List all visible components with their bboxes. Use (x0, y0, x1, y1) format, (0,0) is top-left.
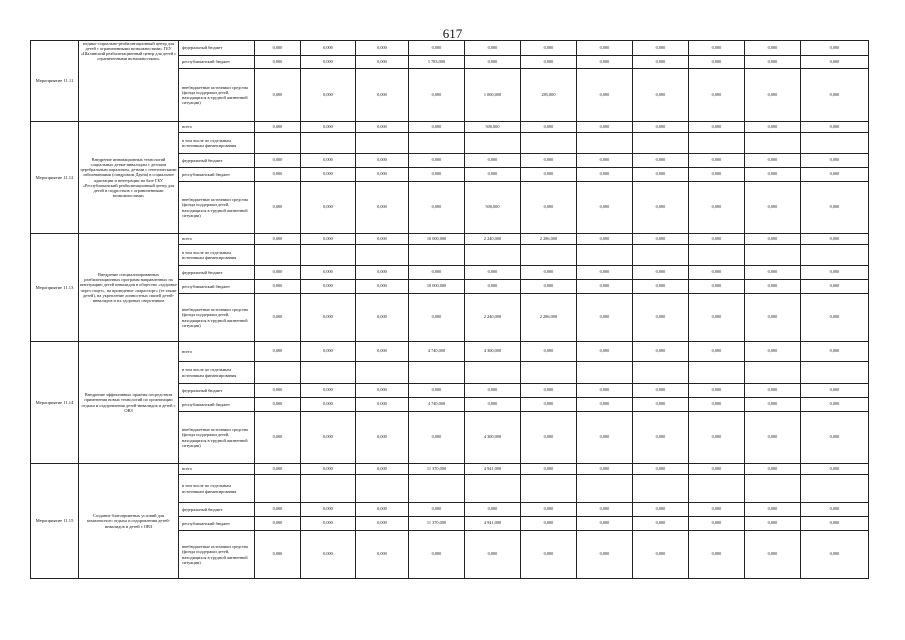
amount-cell (465, 133, 521, 154)
amount-cell: 0,000 (409, 531, 465, 579)
amount-cell: 0,000 (745, 168, 801, 182)
amount-cell: 0,000 (801, 384, 869, 398)
amount-cell: 0,000 (801, 56, 869, 69)
funding-source-label: внебюджетные источники средства (фонда поддержки детей, находящихся в трудной жизненной ситуации) (179, 531, 255, 579)
amount-cell: 0,000 (577, 266, 633, 280)
amount-cell: 0,000 (577, 412, 633, 464)
amount-cell: 0,000 (465, 280, 521, 294)
amount-cell: 0,000 (633, 464, 689, 475)
amount-cell: 0,000 (255, 294, 301, 342)
amount-cell: 0,000 (301, 398, 356, 412)
amount-cell: 0,000 (745, 342, 801, 362)
amount-cell (801, 362, 869, 384)
measure-description: Создание благоприятных условий для комплексного отдыха и оздоровления детей-инвалидов и детей с ОВЗ (79, 464, 179, 579)
amount-cell: 0,000 (801, 294, 869, 342)
amount-cell: 0,000 (255, 168, 301, 182)
amount-cell (409, 245, 465, 266)
amount-cell (745, 475, 801, 503)
amount-cell: 1 783,000 (409, 56, 465, 69)
table-row (31, 122, 869, 133)
amount-cell: 0,000 (689, 154, 745, 168)
funding-source-label: федеральный бюджет (179, 384, 255, 398)
amount-cell: 0,000 (577, 342, 633, 362)
amount-cell: 0,000 (633, 294, 689, 342)
amount-cell: 0,000 (633, 168, 689, 182)
amount-cell: 0,000 (745, 122, 801, 133)
funding-source-label: внебюджетные источники средства (фонда поддержки детей, находящихся в трудной жизненной ситуации) (179, 182, 255, 234)
amount-cell: 0,000 (301, 517, 356, 531)
amount-cell: 0,000 (801, 234, 869, 245)
amount-cell: 0,000 (465, 154, 521, 168)
amount-cell: 0,000 (689, 122, 745, 133)
amount-cell: 0,000 (577, 398, 633, 412)
amount-cell: 0,000 (689, 280, 745, 294)
amount-cell: 0,000 (255, 182, 301, 234)
amount-cell: 0,000 (689, 168, 745, 182)
amount-cell: 0,000 (633, 517, 689, 531)
amount-cell (689, 475, 745, 503)
amount-cell: 0,000 (356, 182, 409, 234)
funding-source-label: всего (179, 464, 255, 475)
funding-source-label: всего (179, 122, 255, 133)
funding-source-label: федеральный бюджет (179, 41, 255, 56)
amount-cell: 0,000 (689, 234, 745, 245)
amount-cell: 0,000 (356, 294, 409, 342)
amount-cell: 0,000 (689, 294, 745, 342)
amount-cell: 2 286,000 (521, 234, 577, 245)
amount-cell (521, 475, 577, 503)
amount-cell (577, 475, 633, 503)
amount-cell: 0,000 (577, 464, 633, 475)
funding-source-label: всего (179, 234, 255, 245)
amount-cell: 0,000 (356, 266, 409, 280)
amount-cell (689, 245, 745, 266)
amount-cell: 0,000 (301, 384, 356, 398)
amount-cell: 0,000 (409, 154, 465, 168)
amount-cell: 0,000 (521, 41, 577, 56)
amount-cell: 0,000 (356, 412, 409, 464)
amount-cell: 0,000 (465, 384, 521, 398)
amount-cell (465, 362, 521, 384)
amount-cell: 0,000 (465, 503, 521, 517)
amount-cell: 0,000 (521, 182, 577, 234)
amount-cell: 0,000 (689, 266, 745, 280)
amount-cell: 0,000 (577, 294, 633, 342)
amount-cell: 500,000 (465, 182, 521, 234)
amount-cell: 0,000 (301, 69, 356, 122)
amount-cell: 0,000 (633, 280, 689, 294)
funding-source-label: республиканский бюджет (179, 56, 255, 69)
amount-cell: 0,000 (356, 384, 409, 398)
amount-cell (577, 133, 633, 154)
funding-source-label: федеральный бюджет (179, 266, 255, 280)
amount-cell (521, 133, 577, 154)
amount-cell: 0,000 (356, 503, 409, 517)
amount-cell: 0,000 (255, 503, 301, 517)
amount-cell: 0,000 (255, 384, 301, 398)
amount-cell (801, 475, 869, 503)
amount-cell: 0,000 (301, 182, 356, 234)
amount-cell: 0,000 (356, 122, 409, 133)
amount-cell: 0,000 (465, 531, 521, 579)
amount-cell: 0,000 (745, 56, 801, 69)
amount-cell: 2 240,000 (465, 294, 521, 342)
amount-cell: 0,000 (521, 412, 577, 464)
amount-cell (255, 133, 301, 154)
amount-cell: 0,000 (301, 154, 356, 168)
amount-cell: 0,000 (689, 182, 745, 234)
amount-cell: 500,000 (465, 122, 521, 133)
amount-cell: 0,000 (356, 41, 409, 56)
funding-source-label: внебюджетные источники средства (фонда поддержки детей, находящихся в трудной жизненной ситуации) (179, 412, 255, 464)
amount-cell (255, 245, 301, 266)
amount-cell: 0,000 (801, 41, 869, 56)
amount-cell: 0,000 (745, 154, 801, 168)
amount-cell (633, 245, 689, 266)
table-row (31, 464, 869, 475)
amount-cell (356, 362, 409, 384)
amount-cell (301, 245, 356, 266)
amount-cell: 11 370,000 (409, 517, 465, 531)
amount-cell: 0,000 (577, 531, 633, 579)
amount-cell: 11 370,000 (409, 464, 465, 475)
amount-cell (409, 362, 465, 384)
amount-cell: 0,000 (577, 154, 633, 168)
amount-cell: 0,000 (633, 266, 689, 280)
amount-cell: 0,000 (689, 412, 745, 464)
amount-cell: 0,000 (409, 168, 465, 182)
amount-cell: 0,000 (409, 412, 465, 464)
amount-cell: 0,000 (255, 266, 301, 280)
amount-cell: 0,000 (801, 266, 869, 280)
amount-cell: 0,000 (301, 168, 356, 182)
amount-cell: 0,000 (801, 69, 869, 122)
amount-cell: 0,000 (577, 69, 633, 122)
amount-cell (301, 475, 356, 503)
amount-cell: 0,000 (356, 69, 409, 122)
amount-cell: 0,000 (356, 342, 409, 362)
funding-source-label: в том числе по отдельным источникам финансирования (179, 362, 255, 384)
amount-cell: 0,000 (521, 464, 577, 475)
funding-source-label: в том числе по отдельным источникам финансирования (179, 475, 255, 503)
amount-cell: 0,000 (801, 154, 869, 168)
amount-cell (409, 133, 465, 154)
amount-cell: 0,000 (301, 294, 356, 342)
amount-cell: 0,000 (689, 517, 745, 531)
amount-cell (689, 133, 745, 154)
amount-cell: 2 286,000 (521, 294, 577, 342)
amount-cell: 0,000 (521, 154, 577, 168)
amount-cell (356, 133, 409, 154)
amount-cell (356, 245, 409, 266)
amount-cell: 0,000 (409, 122, 465, 133)
amount-cell: 0,000 (521, 531, 577, 579)
measure-description: Внедрение специализированных реабилитационных программ направленных на интеграцию детей инвалидов в общество «здоровье через спорт», на проведение «параспорт» (те также детей), на укрепление личностных связей детей-инвалидов и их здоровых сверстников (79, 234, 179, 342)
amount-cell (745, 133, 801, 154)
amount-cell: 0,000 (745, 41, 801, 56)
funding-source-label: в том числе по отдельным источникам финансирования (179, 245, 255, 266)
funding-source-label: республиканский бюджет (179, 398, 255, 412)
amount-cell: 0,000 (689, 342, 745, 362)
amount-cell: 0,000 (745, 182, 801, 234)
amount-cell: 0,000 (633, 384, 689, 398)
amount-cell: 0,000 (465, 266, 521, 280)
table-row (31, 41, 869, 56)
measure-description: Внедрение инновационных технологий социальных детям-инвалидам с детским церебральным параличом, детьми с генетическими заболеваниями (синдромом Дауна) в социальное адаптации и интеграции на базе ГБУ «Республиканский реабилитационный центр для детей и подростков с ограниченными возможностями» (79, 122, 179, 234)
amount-cell: 0,000 (745, 69, 801, 122)
amount-cell: 0,000 (689, 69, 745, 122)
amount-cell: 2 240,000 (465, 234, 521, 245)
measure-cell: Мероприятие 11.15 (31, 464, 79, 579)
amount-cell: 0,000 (301, 503, 356, 517)
amount-cell: 0,000 (465, 56, 521, 69)
amount-cell: 0,000 (301, 342, 356, 362)
amount-cell: 0,000 (577, 41, 633, 56)
amount-cell: 0,000 (521, 168, 577, 182)
amount-cell: 0,000 (633, 531, 689, 579)
amount-cell: 0,000 (745, 503, 801, 517)
amount-cell: 0,000 (801, 280, 869, 294)
amount-cell: 0,000 (356, 517, 409, 531)
amount-cell: 0,000 (409, 503, 465, 517)
amount-cell (409, 475, 465, 503)
amount-cell: 0,000 (689, 384, 745, 398)
amount-cell: 0,000 (465, 398, 521, 412)
amount-cell: 0,000 (633, 412, 689, 464)
amount-cell: 0,000 (465, 41, 521, 56)
amount-cell: 4 941,000 (465, 517, 521, 531)
amount-cell: 0,000 (409, 266, 465, 280)
amount-cell: 0,000 (577, 503, 633, 517)
amount-cell: 0,000 (801, 517, 869, 531)
funding-source-label: внебюджетные источники средства (фонда поддержки детей, находящихся в трудной жизненной ситуации) (179, 294, 255, 342)
amount-cell: 0,000 (577, 234, 633, 245)
amount-cell (745, 362, 801, 384)
amount-cell: 0,000 (577, 56, 633, 69)
amount-cell: 0,000 (521, 384, 577, 398)
amount-cell: 0,000 (577, 182, 633, 234)
amount-cell: 4 300,000 (465, 342, 521, 362)
amount-cell: 0,000 (301, 266, 356, 280)
amount-cell: 0,000 (521, 122, 577, 133)
amount-cell: 0,000 (301, 280, 356, 294)
amount-cell: 0,000 (801, 464, 869, 475)
amount-cell: 0,000 (521, 266, 577, 280)
amount-cell: 0,000 (521, 56, 577, 69)
amount-cell: 0,000 (689, 398, 745, 412)
amount-cell: 0,000 (577, 280, 633, 294)
amount-cell: 0,000 (801, 531, 869, 579)
amount-cell: 0,000 (801, 342, 869, 362)
amount-cell (301, 362, 356, 384)
amount-cell (521, 362, 577, 384)
amount-cell: 0,000 (801, 122, 869, 133)
amount-cell: 0,000 (409, 69, 465, 122)
amount-cell: 0,000 (356, 531, 409, 579)
amount-cell: 0,000 (745, 531, 801, 579)
amount-cell: 0,000 (577, 168, 633, 182)
amount-cell: 0,000 (633, 56, 689, 69)
amount-cell: 0,000 (409, 41, 465, 56)
amount-cell: 0,000 (301, 464, 356, 475)
amount-cell: 0,000 (521, 342, 577, 362)
amount-cell: 0,000 (577, 122, 633, 133)
measure-cell: Мероприятие 11.11 (31, 41, 79, 122)
measure-description: медико-социально-реабилитационный центр для детей с ограниченными возможностями» ГБУ «Шалинский реабилитационный центр для детей с ограниченными возможностями» (79, 41, 179, 122)
amount-cell: 0,000 (745, 464, 801, 475)
amount-cell: 0,000 (301, 412, 356, 464)
amount-cell (801, 245, 869, 266)
funding-source-label: республиканский бюджет (179, 168, 255, 182)
amount-cell: 0,000 (633, 41, 689, 56)
amount-cell: 0,000 (633, 398, 689, 412)
amount-cell (633, 475, 689, 503)
amount-cell: 0,000 (356, 234, 409, 245)
amount-cell: 0,000 (356, 280, 409, 294)
amount-cell: 0,000 (409, 294, 465, 342)
amount-cell: 0,000 (633, 342, 689, 362)
amount-cell: 0,000 (633, 234, 689, 245)
amount-cell (577, 245, 633, 266)
amount-cell: 10 000,000 (409, 234, 465, 245)
amount-cell: 0,000 (801, 398, 869, 412)
amount-cell: 0,000 (301, 122, 356, 133)
amount-cell: 0,000 (689, 503, 745, 517)
amount-cell: 0,000 (577, 517, 633, 531)
amount-cell: 4 740,000 (409, 342, 465, 362)
amount-cell: 0,000 (356, 398, 409, 412)
amount-cell: 0,000 (745, 294, 801, 342)
amount-cell: 1 000,000 (465, 69, 521, 122)
amount-cell: 0,000 (255, 342, 301, 362)
amount-cell: 0,000 (356, 168, 409, 182)
amount-cell (301, 133, 356, 154)
amount-cell: 0,000 (745, 234, 801, 245)
amount-cell: 0,000 (255, 122, 301, 133)
amount-cell: 285,000 (521, 69, 577, 122)
amount-cell: 0,000 (255, 56, 301, 69)
amount-cell: 0,000 (633, 122, 689, 133)
funding-source-label: федеральный бюджет (179, 503, 255, 517)
amount-cell: 0,000 (633, 182, 689, 234)
amount-cell: 0,000 (689, 464, 745, 475)
amount-cell: 0,000 (301, 41, 356, 56)
amount-cell: 0,000 (255, 41, 301, 56)
amount-cell: 0,000 (409, 384, 465, 398)
funding-source-label: республиканский бюджет (179, 280, 255, 294)
amount-cell: 0,000 (801, 412, 869, 464)
table-body (31, 41, 869, 579)
amount-cell: 0,000 (633, 503, 689, 517)
amount-cell: 0,000 (801, 503, 869, 517)
amount-cell (356, 475, 409, 503)
amount-cell: 10 000,000 (409, 280, 465, 294)
amount-cell: 0,000 (689, 56, 745, 69)
amount-cell: 0,000 (356, 464, 409, 475)
funding-source-label: внебюджетные источники средства (фонда поддержки детей, находящихся в трудной жизненной ситуации) (179, 69, 255, 122)
amount-cell: 0,000 (521, 280, 577, 294)
measure-cell: Мероприятие 11.13 (31, 234, 79, 342)
amount-cell: 4 300,000 (465, 412, 521, 464)
amount-cell (633, 133, 689, 154)
budget-table (30, 40, 869, 579)
funding-source-label: федеральный бюджет (179, 154, 255, 168)
amount-cell: 0,000 (301, 531, 356, 579)
amount-cell (465, 245, 521, 266)
amount-cell: 0,000 (745, 398, 801, 412)
amount-cell: 0,000 (255, 398, 301, 412)
amount-cell: 0,000 (745, 384, 801, 398)
amount-cell: 0,000 (801, 168, 869, 182)
amount-cell: 0,000 (409, 182, 465, 234)
amount-cell: 0,000 (255, 234, 301, 245)
table-row (31, 234, 869, 245)
amount-cell: 0,000 (745, 517, 801, 531)
amount-cell: 0,000 (255, 280, 301, 294)
amount-cell: 4 740,000 (409, 398, 465, 412)
table-row (31, 342, 869, 362)
measure-cell: Мероприятие 11.14 (31, 342, 79, 464)
amount-cell: 0,000 (521, 398, 577, 412)
amount-cell: 0,000 (356, 56, 409, 69)
amount-cell: 0,000 (255, 412, 301, 464)
amount-cell (465, 475, 521, 503)
amount-cell: 0,000 (689, 531, 745, 579)
amount-cell (745, 245, 801, 266)
amount-cell: 4 941,000 (465, 464, 521, 475)
amount-cell: 0,000 (301, 234, 356, 245)
amount-cell: 0,000 (745, 266, 801, 280)
amount-cell: 0,000 (633, 69, 689, 122)
amount-cell: 0,000 (301, 56, 356, 69)
amount-cell: 0,000 (356, 154, 409, 168)
amount-cell (633, 362, 689, 384)
funding-source-label: республиканский бюджет (179, 517, 255, 531)
amount-cell (689, 362, 745, 384)
funding-source-label: в том числе по отдельным источникам финансирования (179, 133, 255, 154)
amount-cell: 0,000 (745, 280, 801, 294)
amount-cell: 0,000 (577, 384, 633, 398)
funding-source-label: всего (179, 342, 255, 362)
amount-cell: 0,000 (745, 412, 801, 464)
amount-cell: 0,000 (255, 464, 301, 475)
page-number: 617 (442, 26, 463, 41)
amount-cell: 0,000 (633, 154, 689, 168)
amount-cell: 0,000 (465, 168, 521, 182)
amount-cell: 0,000 (255, 69, 301, 122)
amount-cell (801, 133, 869, 154)
amount-cell: 0,000 (521, 503, 577, 517)
amount-cell (577, 362, 633, 384)
amount-cell (255, 362, 301, 384)
amount-cell: 0,000 (521, 517, 577, 531)
measure-description: Внедрение эффективных практик посредством применения новых технологий по организации отдыха и оздоровления детей-инвалидов и детей с ОВЗ (79, 342, 179, 464)
amount-cell: 0,000 (801, 182, 869, 234)
amount-cell: 0,000 (255, 517, 301, 531)
amount-cell (255, 475, 301, 503)
amount-cell (521, 245, 577, 266)
amount-cell: 0,000 (255, 531, 301, 579)
amount-cell: 0,000 (689, 41, 745, 56)
amount-cell: 0,000 (255, 154, 301, 168)
measure-cell: Мероприятие 11.12 (31, 122, 79, 234)
